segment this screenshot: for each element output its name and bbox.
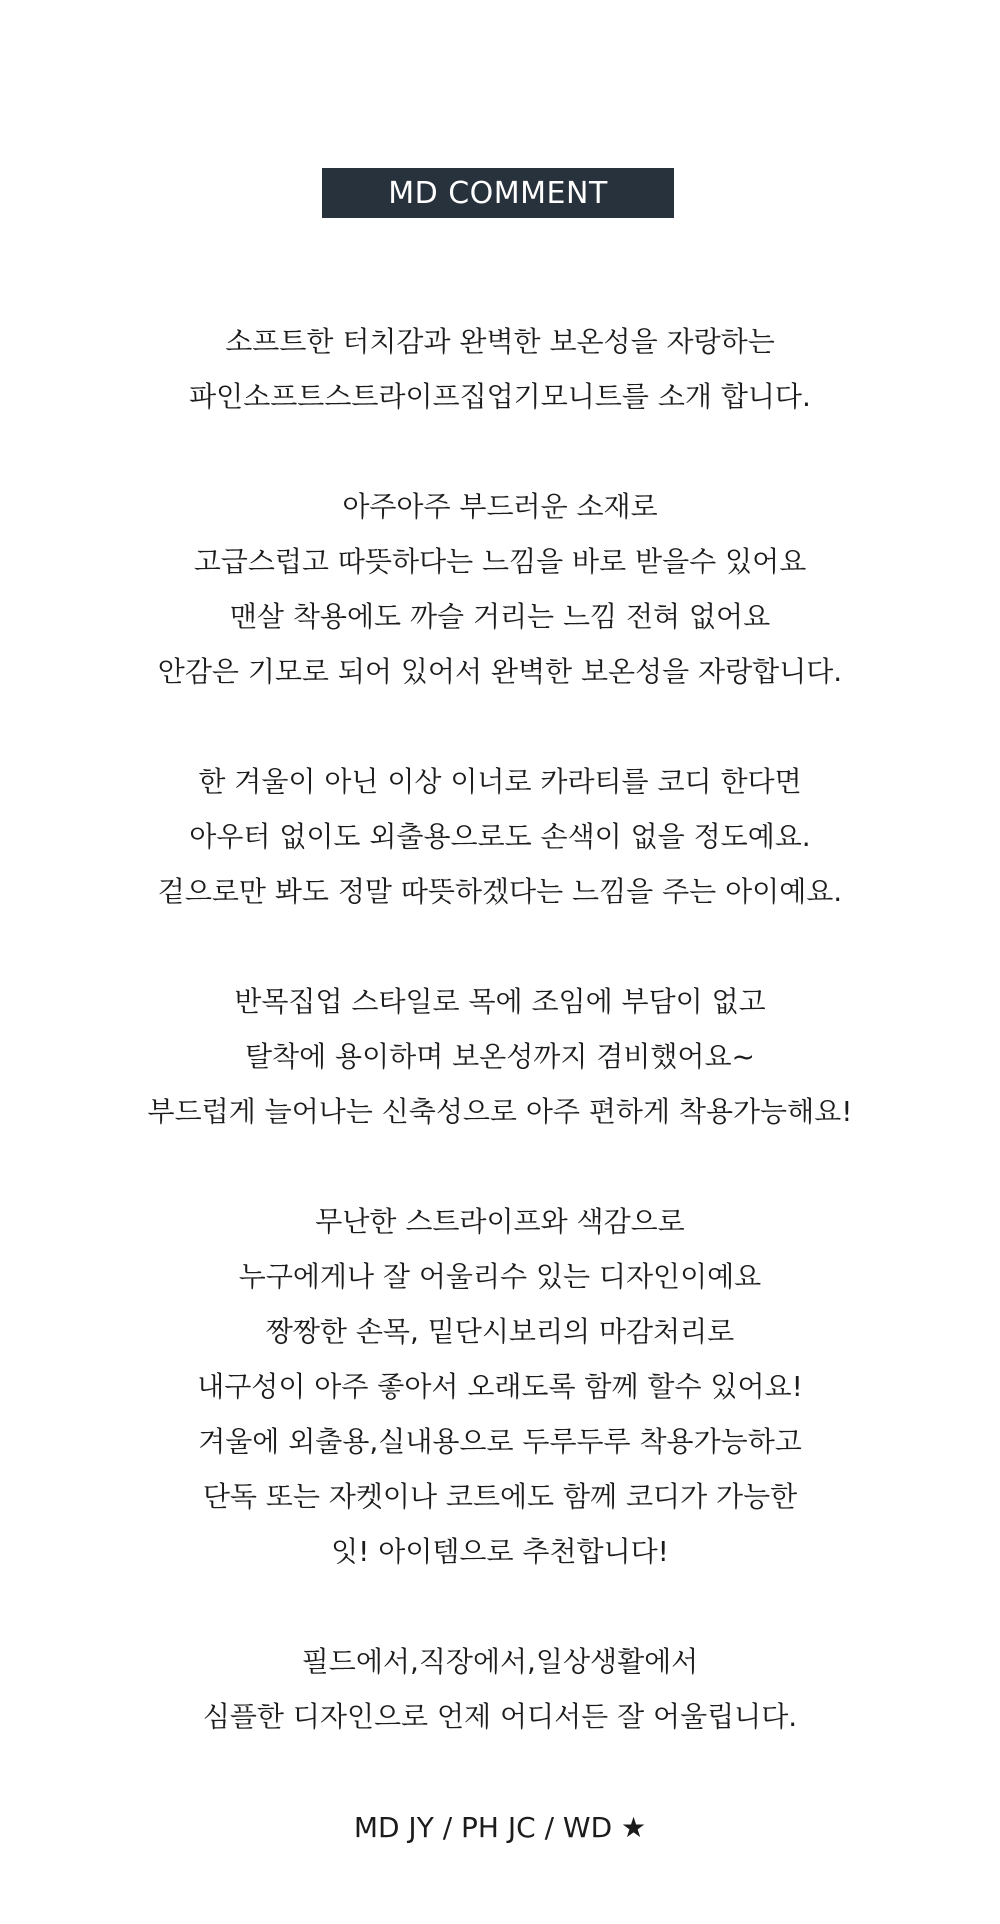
comment-line: 잇! 아이템으로 추천합니다! bbox=[331, 1535, 669, 1568]
comment-line: 겨울에 외출용,실내용으로 두루두루 착용가능하고 bbox=[198, 1425, 802, 1458]
comment-paragraph bbox=[0, 974, 1000, 1139]
comment-line: 맨살 착용에도 까슬 거리는 느낌 전혀 없어요 bbox=[229, 600, 771, 633]
comment-paragraph bbox=[0, 314, 1000, 424]
comment-line: 반목집업 스타일로 목에 조임에 부담이 없고 bbox=[234, 985, 766, 1018]
comment-line: 심플한 디자인으로 언제 어디서든 잘 어울립니다. bbox=[202, 1700, 798, 1733]
md-comment-title: MD COMMENT bbox=[388, 175, 608, 211]
comment-paragraph bbox=[0, 479, 1000, 699]
comment-line: 짱짱한 손목, 밑단시보리의 마감처리로 bbox=[265, 1315, 735, 1348]
comment-line: 필드에서,직장에서,일상생활에서 bbox=[301, 1645, 699, 1678]
comment-line: 아우터 없이도 외출용으로도 손색이 없을 정도예요. bbox=[189, 820, 811, 853]
comment-line: 부드럽게 늘어나는 신축성으로 아주 편하게 착용가능해요! bbox=[147, 1095, 853, 1128]
md-comment-body bbox=[0, 314, 1000, 1799]
comment-line: 무난한 스트라이프와 색감으로 bbox=[315, 1205, 685, 1238]
comment-paragraph bbox=[0, 754, 1000, 919]
comment-paragraph bbox=[0, 1634, 1000, 1744]
comment-line: 아주아주 부드러운 소재로 bbox=[342, 490, 658, 523]
md-comment-header bbox=[322, 168, 674, 218]
comment-line: 파인소프트스트라이프집업기모니트를 소개 합니다. bbox=[189, 380, 811, 413]
staff-signature: MD JY / PH JC / WD ★ bbox=[353, 1811, 647, 1844]
comment-line: 고급스럽고 따뜻하다는 느낌을 바로 받을수 있어요 bbox=[193, 545, 807, 578]
comment-paragraph bbox=[0, 1194, 1000, 1579]
comment-line: 안감은 기모로 되어 있어서 완벽한 보온성을 자랑합니다. bbox=[157, 655, 843, 688]
comment-line: 한 겨울이 아닌 이상 이너로 카라티를 코디 한다면 bbox=[198, 765, 802, 798]
comment-line: 탈착에 용이하며 보온성까지 겸비했어요~ bbox=[245, 1040, 755, 1073]
comment-line: 겉으로만 봐도 정말 따뜻하겠다는 느낌을 주는 아이예요. bbox=[157, 875, 843, 908]
comment-line: 누구에게나 잘 어울리수 있는 디자인이예요 bbox=[238, 1260, 762, 1293]
comment-line: 내구성이 아주 좋아서 오래도록 함께 할수 있어요! bbox=[197, 1370, 803, 1403]
comment-line: 소프트한 터치감과 완벽한 보온성을 자랑하는 bbox=[225, 325, 775, 358]
comment-line: 단독 또는 자켓이나 코트에도 함께 코디가 가능한 bbox=[202, 1480, 798, 1513]
